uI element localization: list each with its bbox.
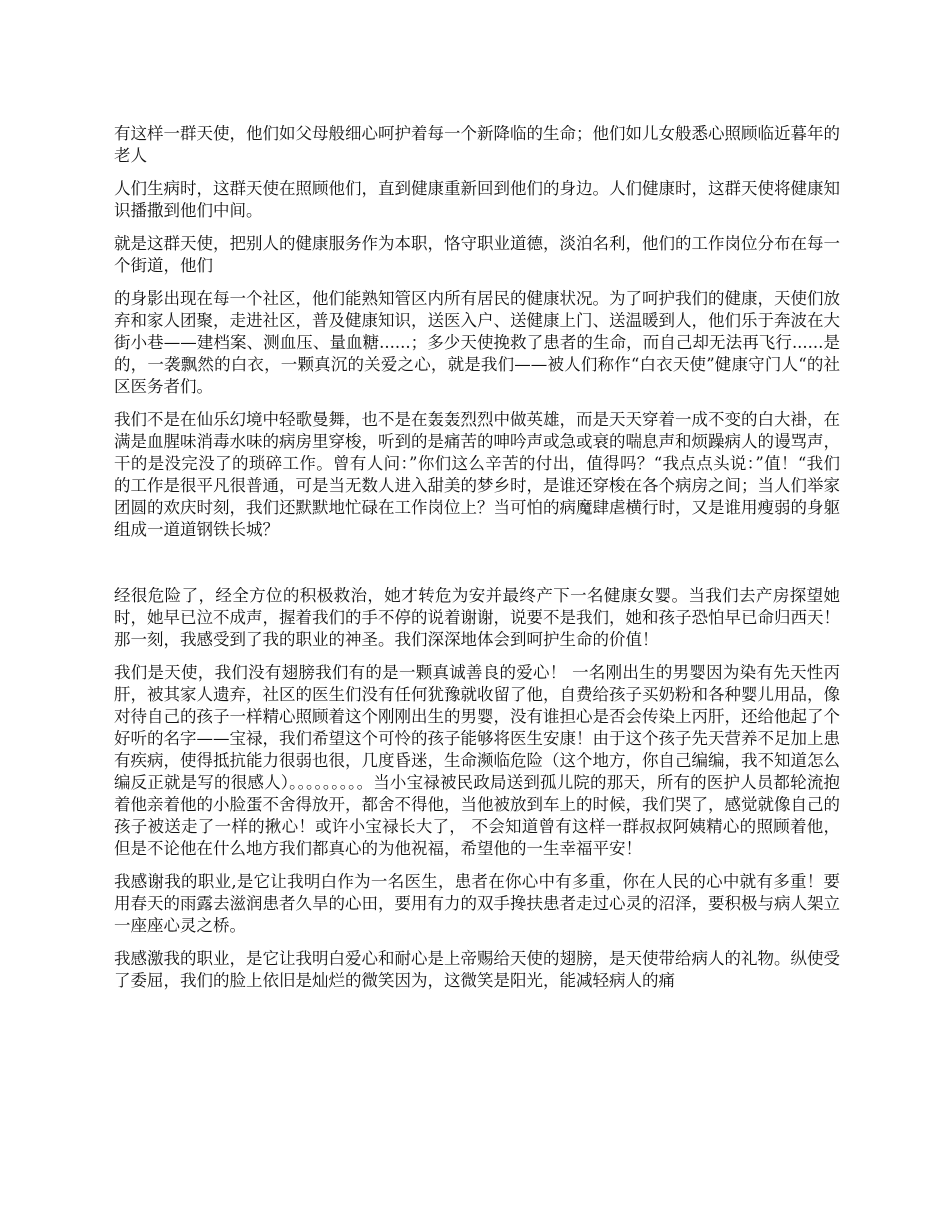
paragraph-community: 的身影出现在每一个社区，他们能熟知管区内所有居民的健康状况。为了呵护我们的健康，天使们放弃和家人团聚，走进社区，普及健康知识，送医入户、送健康上门、送温暖到人，他们乐于奔波在大街小巷——建档案、测血压、量血糖......；多少天使挽救了患者的生命，而自己却无法再飞行......是的，一袭飘然的白衣，一颗真沉的关爱之心，就是我们——被人们称作“白衣天使”健康守门人“的社区医务者们。 xyxy=(114,289,840,396)
paragraph-not-heroes: 我们不是在仙乐幻境中轻歌曼舞，也不是在轰轰烈烈中做英雄，而是天天穿着一成不变的白大褂，在满是血腥味消毒水味的病房里穿梭，听到的是痛苦的呻吟声或急或衰的喘息声和烦躁病人的谩骂声，干的是没完没了的琐碎工作。曾有人问：”你们这么辛苦的付出，值得吗？“我点点头说：”值！“我们的工作是很平凡很普通，可是当无数人进入甜美的梦乡时，是谁还穿梭在各个病房之间；当人们举家团圆的欢庆时刻，我们还默默地忙碌在工作岗位上？当可怕的病魔肆虐横行时，又是谁用瘦弱的身躯组成一道道钢铁长城？ xyxy=(114,410,840,539)
paragraph-angels-intro: 有这样一群天使，他们如父母般细心呵护着每一个新降临的生命；他们如儿女般悉心照顾临近暮年的老人 xyxy=(114,124,840,165)
section-gap xyxy=(114,552,840,585)
paragraph-rescue: 经很危险了，经全方位的积极救治，她才转危为安并最终产下一名健康女婴。当我们去产房探望她时，她早已泣不成声，握着我们的手不停的说着谢谢，说要不是我们，她和孩子恐怕早已命归西天！那一刻，我感受到了我的职业的神圣。我们深深地体会到呵护生命的价值！ xyxy=(114,586,840,649)
document-body xyxy=(114,123,840,1003)
paragraph-thank-profession: 我感谢我的职业,是它让我明白作为一名医生，患者在你心中有多重，你在人民的心中就有多重！要用春天的雨露去滋润患者久旱的心田，要用有力的双手搀扶患者走过心灵的沼泽，要积极与病人架立一座座心灵之桥。 xyxy=(114,872,840,935)
paragraph-duty: 就是这群天使，把别人的健康服务作为本职，恪守职业道德，淡泊名利，他们的工作岗位分布在每一个街道，他们 xyxy=(114,234,840,275)
paragraph-grateful-profession: 我感激我的职业，是它让我明白爱心和耐心是上帝赐给天使的翅膀，是天使带给病人的礼物。纵使受了委屈，我们的脸上依旧是灿烂的微笑因为，这微笑是阳光，能减轻病人的痛 xyxy=(114,949,840,990)
paragraph-baby-baolu: 我们是天使，我们没有翅膀我们有的是一颗真诚善良的爱心！ 一名刚出生的男婴因为染有先天性丙肝，被其家人遗弃，社区的医生们没有任何犹豫就收留了他，自费给孩子买奶粉和各种婴儿用品，像对待自己的孩子一样精心照顾着这个刚刚出生的男婴，没有谁担心是否会传染上丙肝，还给他起了个好听的名字——宝禄，我们希望这个可怜的孩子能够将医生安康！由于这个孩子先天营养不足加上患有疾病，使得抵抗能力很弱也很，几度昏迷，生命濒临危险（这个地方，你自己编编，我不知道怎么编反正就是写的很感人）。。。。。。。。。当小宝禄被民政局送到孤儿院的那天，所有的医护人员都轮流抱着他亲着他的小脸蛋不舍得放开，都舍不得他，当他被放到车上的时候，我们哭了，感觉就像自己的孩子被送走了一样的揪心！或许小宝禄长大了， 不会知道曾有这样一群叔叔阿姨精心的照顾着他，但是不论他在什么地方我们都真心的为他祝福，希望他的一生幸福平安！ xyxy=(114,663,840,858)
paragraph-when-sick: 人们生病时，这群天使在照顾他们，直到健康重新回到他们的身边。人们健康时，这群天使将健康知识播撒到他们中间。 xyxy=(114,179,840,220)
